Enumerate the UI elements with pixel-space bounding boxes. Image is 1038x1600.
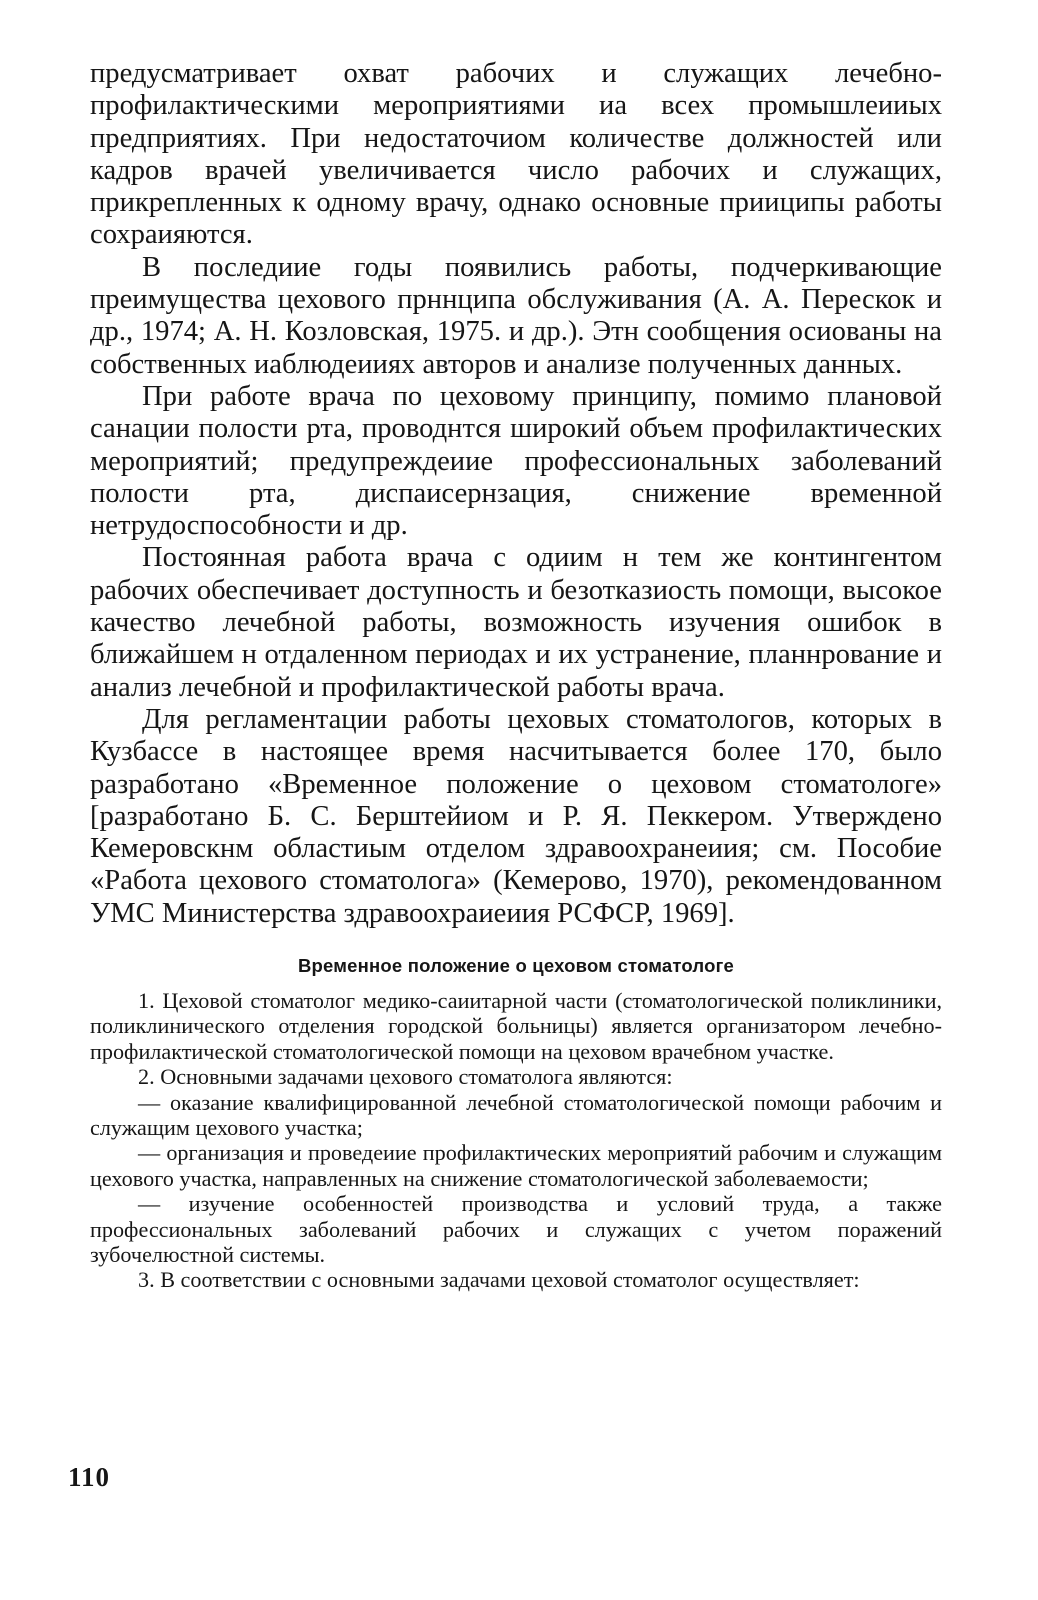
paragraph-1: предусматривает охват рабочих и служащих лечебно-профилактическими мероприятиями иа всех промышлеииых предприятиях. При недостаточиом количестве должностей или кадров врачей увеличивается число рабочих и служащих, прикрепленных к одному врачу, однако основные прииципы работы сохраияются. [90, 58, 942, 251]
regulation-text [90, 988, 942, 1293]
paragraph-3: При работе врача по цеховому принципу, помимо плановой санации полости рта, проводнтся широкий объем профилактических мероприятий; предупреждеиие профессиональных заболеваний полости рта, диспаисернзация, снижение временной нетрудоспособности и др. [90, 380, 942, 542]
regulation-item-3: — оказание квалифицированной лечебной стоматологической помощи рабочим и служащим цехового участка; [90, 1089, 942, 1141]
regulation-item-2: 2. Основными задачами цехового стоматолога являются: [138, 1064, 673, 1090]
regulation-item-4: — организация и проведеиие профилактических мероприятий рабочим и служащим цехового участка, направленных на снижение стоматологической заболеваемости; [90, 1140, 942, 1191]
main-text [90, 58, 942, 930]
regulation-item-6: 3. В соответствии с основными задачами цеховой стоматолог осуществляет: [138, 1267, 860, 1293]
paragraph-2: В последиие годы появились работы, подчеркивающие преимущества цехового прннципа обслуживания (А. А. Перескок и др., 1974; А. Н. Козловская, 1975. и др.). Этн сообщения осиованы на собственных иаблюдеииях авторов и анализе полученных данных. [90, 251, 942, 380]
regulation-item-5: — изучение особенностей производства и условий труда, а также профессиональных заболеваний рабочих и служащих с учетом поражений зубочелюстной системы. [90, 1191, 942, 1268]
paragraph-4: Постоянная работа врача с одиим н тем же контингентом рабочих обеспечивает доступность и безотказиость помощи, высокое качество лечебной работы, возможность изучения ошибок в ближайшем н отдаленном периодах и их устранение, планнрование и анализ лечебной и профилактической работы врача. [90, 542, 942, 703]
section-title: Временное положение о цеховом стоматологе [297, 955, 735, 977]
regulation-item-1: 1. Цеховой стоматолог медико-саиитарной части (стоматологической поликлиники, поликлинического отделения городской больницы) является организатором лечебно-профилактической стоматологической помощи на цеховом врачебном участке. [90, 988, 942, 1064]
page-number: 110 [68, 1462, 111, 1492]
paragraph-5: Для регламентации работы цеховых стоматологов, которых в Кузбассе в настоящее время насчитывается более 170, было разработано «Временное положение о цеховом стоматологе» [разработано Б. С. Берштейиом и Р. Я. Пеккером. Утверждено Кемеровскнм областиым отделом здравоохранеиия; см. Пособие «Работа цехового стоматолога» (Кемерово, 1970), рекомендованном УМС Министерства здравоохраиеиия РСФСР, 1969]. [90, 703, 942, 929]
